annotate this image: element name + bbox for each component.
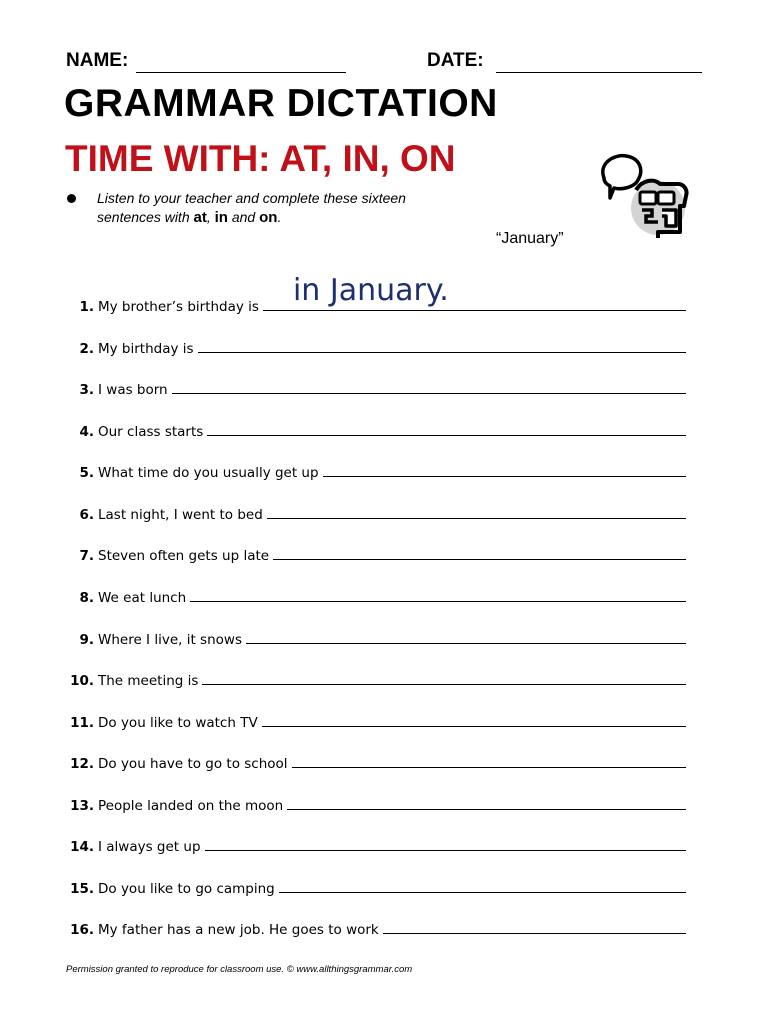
instructions-and: and [227,209,260,225]
answer-blank[interactable] [262,726,686,727]
sentence-number: 3. [79,382,94,398]
sentence-text: Steven often gets up late [98,548,270,564]
sentence-text: What time do you usually get up [98,465,319,481]
sentence-text: Where I live, it snows [98,632,242,648]
sentence-number: 14. [70,839,94,855]
answer-blank[interactable] [279,892,686,893]
sentence-number: 13. [70,798,94,814]
sentence-text: My father has a new job. He goes to work [98,922,379,938]
answer-blank[interactable] [273,559,686,560]
sentence-row-5 [60,457,686,481]
keyword-on: on [259,209,278,226]
sentence-row-10 [60,665,686,689]
sentence-row-1 [60,273,686,315]
answer-blank[interactable] [202,684,686,685]
sentence-text: I was born [98,382,168,398]
answer-blank[interactable] [287,809,686,810]
answer-blank[interactable] [205,850,686,851]
sentence-row-3 [60,374,686,398]
sentence-row-6 [60,499,686,523]
sentence-row-15 [60,873,686,897]
instructions-line1: Listen to your teacher and complete these sixteen [97,190,406,206]
sentence-row-13 [60,790,686,814]
sentence-number: 4. [79,424,94,440]
answer-blank[interactable] [267,518,686,519]
footer-permission: Permission granted to reproduce for classroom use. © www.allthingsgrammar.com [66,964,413,975]
sentence-text: Do you like to watch TV [98,715,258,731]
instructions: Listen to your teacher and complete these sixteen sentences with at, in and on. [97,190,406,226]
page-title: GRAMMAR DICTATION [64,82,498,125]
example-word: “January” [496,230,564,247]
sentence-row-16 [60,914,686,938]
date-label: DATE: [427,50,484,71]
sentence-row-7 [60,540,686,564]
answer-blank[interactable] [383,933,686,934]
sentence-number: 11. [70,715,94,731]
answer-blank[interactable] [190,601,686,602]
sentence-number: 2. [79,341,94,357]
keyword-at: at [193,209,207,226]
sentence-number: 10. [70,673,94,689]
keyword-in: in [214,209,228,226]
sentence-row-11 [60,707,686,731]
sentence-text: The meeting is [98,673,199,689]
answer-blank[interactable] [172,393,686,394]
answer-blank[interactable] [198,352,686,353]
sentence-number: 15. [70,881,94,897]
example-answer: in January. [292,273,449,308]
instructions-line2-prefix: sentences with [97,209,194,225]
sentence-number: 5. [79,465,94,481]
answer-blank[interactable] [263,273,686,311]
sentence-number: 1. [79,299,94,315]
sentence-row-8 [60,582,686,606]
sentence-text: Do you like to go camping [98,881,275,897]
sentence-text: Do you have to go to school [98,756,288,772]
sentence-text: I always get up [98,839,201,855]
sentence-number: 6. [79,507,94,523]
sentence-text: We eat lunch [98,590,187,606]
sentence-number: 8. [79,590,94,606]
sentence-text: My brother’s birthday is [98,299,259,315]
sentence-text: People landed on the moon [98,798,284,814]
sentence-number: 9. [79,632,94,648]
sentence-text: My birthday is [98,341,194,357]
sentence-row-2 [60,333,686,357]
sentence-number: 16. [70,922,94,938]
page-subtitle: TIME WITH: AT, IN, ON [65,138,456,179]
sentence-row-9 [60,624,686,648]
sentence-number: 12. [70,756,94,772]
answer-blank[interactable] [323,476,686,477]
sentence-number: 7. [79,548,94,564]
answer-blank[interactable] [292,767,686,768]
instructions-line2-suffix: . [277,209,282,225]
sentence-row-4 [60,416,686,440]
sentence-text: Last night, I went to bed [98,507,263,523]
sentence-row-12 [60,748,686,772]
sentence-row-14 [60,831,686,855]
sentence-text: Our class starts [98,424,204,440]
answer-blank[interactable] [207,435,686,436]
answer-blank[interactable] [246,643,686,644]
name-label: NAME: [66,50,129,71]
